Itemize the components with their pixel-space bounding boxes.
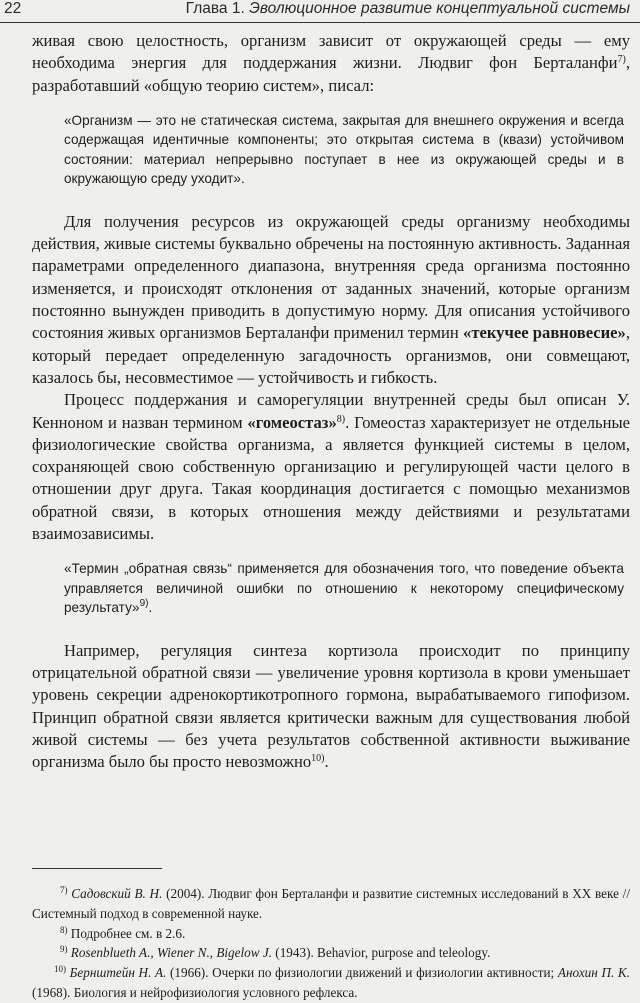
paragraph-2-text-end: , который передает определенную загадочность организмов, они совмещают, казалось бы, несовместимое — устойчивость и гибкость. xyxy=(32,323,630,387)
page-number: 22 xyxy=(4,0,22,17)
running-head-title xyxy=(186,0,630,18)
footnote-10-mark: 10) xyxy=(54,964,66,975)
paragraph-3-text: Процесс поддержания и саморегуляции внутренней среды был описан У. Кенноном и назван термином xyxy=(32,390,630,432)
paragraph-4-end: . xyxy=(324,752,329,772)
footnote-10 xyxy=(32,963,630,1003)
footnote-10-text: (1966). Очерки по физиологии движений и физиологии активности; xyxy=(170,965,555,981)
quote-feedback-text: «Термин „обратная связь“ применяется для обозначения того, что поведение объекта управляется величиной ошибки по отношению к некоторому специфическому результату» xyxy=(64,561,624,616)
footnote-8-text: Подробнее см. в 2.6. xyxy=(70,925,186,941)
chapter-label: Глава 1. xyxy=(185,0,245,17)
footnote-ref-10[interactable]: 10) xyxy=(311,753,325,765)
body-text xyxy=(32,30,630,774)
footnote-9 xyxy=(32,943,630,963)
footnote-7-text: (2004). Людвиг фон Берталанфи и развитие системных исследований в XX веке // Системный подход в современной науке. xyxy=(32,886,630,921)
paragraph-4 xyxy=(32,640,630,774)
footnote-8-mark: 8) xyxy=(60,924,68,935)
term-homeostasis: «гомеостаз» xyxy=(247,412,337,432)
footnote-rule xyxy=(32,868,162,869)
paragraph-3-text-end: . Гомеостаз характеризует не отдельные физиологические свойства организма, а является функцией системы в целом, сохраняющей свою собственную организацию и регулирующей части целого в отношении друг друга. Такая координация достигается с помощью механизмов обратной связи, в которых отношения между действиями и результатами взаимозависимы. xyxy=(32,412,630,544)
footnote-8 xyxy=(32,924,630,944)
footnotes xyxy=(32,884,630,1003)
footnote-ref-8[interactable]: 8) xyxy=(336,413,346,425)
running-header xyxy=(0,0,640,22)
paragraph-1 xyxy=(32,30,630,97)
footnote-10-author: Бернштейн Н. А. xyxy=(69,965,167,981)
footnote-7-author: Садовский В. Н. xyxy=(71,886,163,901)
chapter-title: Эволюционное развитие концептуальной системы xyxy=(249,0,630,17)
term-fluid-equilibrium: «текучее равновесие» xyxy=(463,323,626,343)
paragraph-2-text: Для получения ресурсов из окружающей среды организму необходимы действия, живые системы буквально обречены на постоянную активность. Заданная параметрами определенного диапазона, внутренняя среда организма постоянно изменяется, и происходят отклонения от заданных значений, которые организм постоянно вынужден приводить в допустимую норму. Для описания устойчивого состояния живых организмов Берталанфи применил термин xyxy=(32,211,630,343)
quote-feedback-end: . xyxy=(148,600,153,616)
footnote-10-author-2: Анохин П. К. xyxy=(557,965,630,981)
paragraph-4-text: Например, регуляция синтеза кортизола происходит по принципу отрицательной обратной связи — увеличение уровня кортизола в крови уменьшает уровень секреции адренокортикотропного гормона, вырабатываемого гипофизом. Принцип обратной связи является критически важным для существования любой живой системы — без учета результатов собственной активности выживание организма было бы просто невозможно xyxy=(32,640,630,772)
footnote-9-author: Rosenblueth A., Wiener N., Bigelow J. xyxy=(70,945,272,961)
footnote-9-text: (1943). Behavior, purpose and teleology. xyxy=(275,945,491,961)
header-rule xyxy=(0,22,640,23)
paragraph-1-text-end: , разработавший «общую теорию систем», писал: xyxy=(32,53,630,95)
quote-feedback xyxy=(64,559,624,618)
footnote-10-text-2: (1968). Биология и нейрофизиология условного рефлекса. xyxy=(32,984,358,1000)
footnote-9-mark: 9) xyxy=(60,944,68,955)
footnote-7 xyxy=(32,884,630,924)
paragraph-3 xyxy=(32,389,630,545)
paragraph-2 xyxy=(32,211,630,389)
footnote-ref-9[interactable]: 9) xyxy=(139,598,149,610)
footnote-7-mark: 7) xyxy=(60,885,68,895)
footnote-ref-7[interactable]: 7) xyxy=(617,54,626,66)
paragraph-1-text: живая свою целостность, организм зависит от окружающей среды — ему необходима энергия для поддержания жизни. Людвиг фон Берталанфи xyxy=(32,31,630,73)
quote-bertalanffy: «Организм — это не статическая система, закрытая для внешнего окружения и всегда содержащая идентичные компоненты; это открытая система в (квази) устойчивом состоянии: материал непрерывно поступает в нее из окружающей среды и в окружающую среду уходит». xyxy=(64,112,624,187)
